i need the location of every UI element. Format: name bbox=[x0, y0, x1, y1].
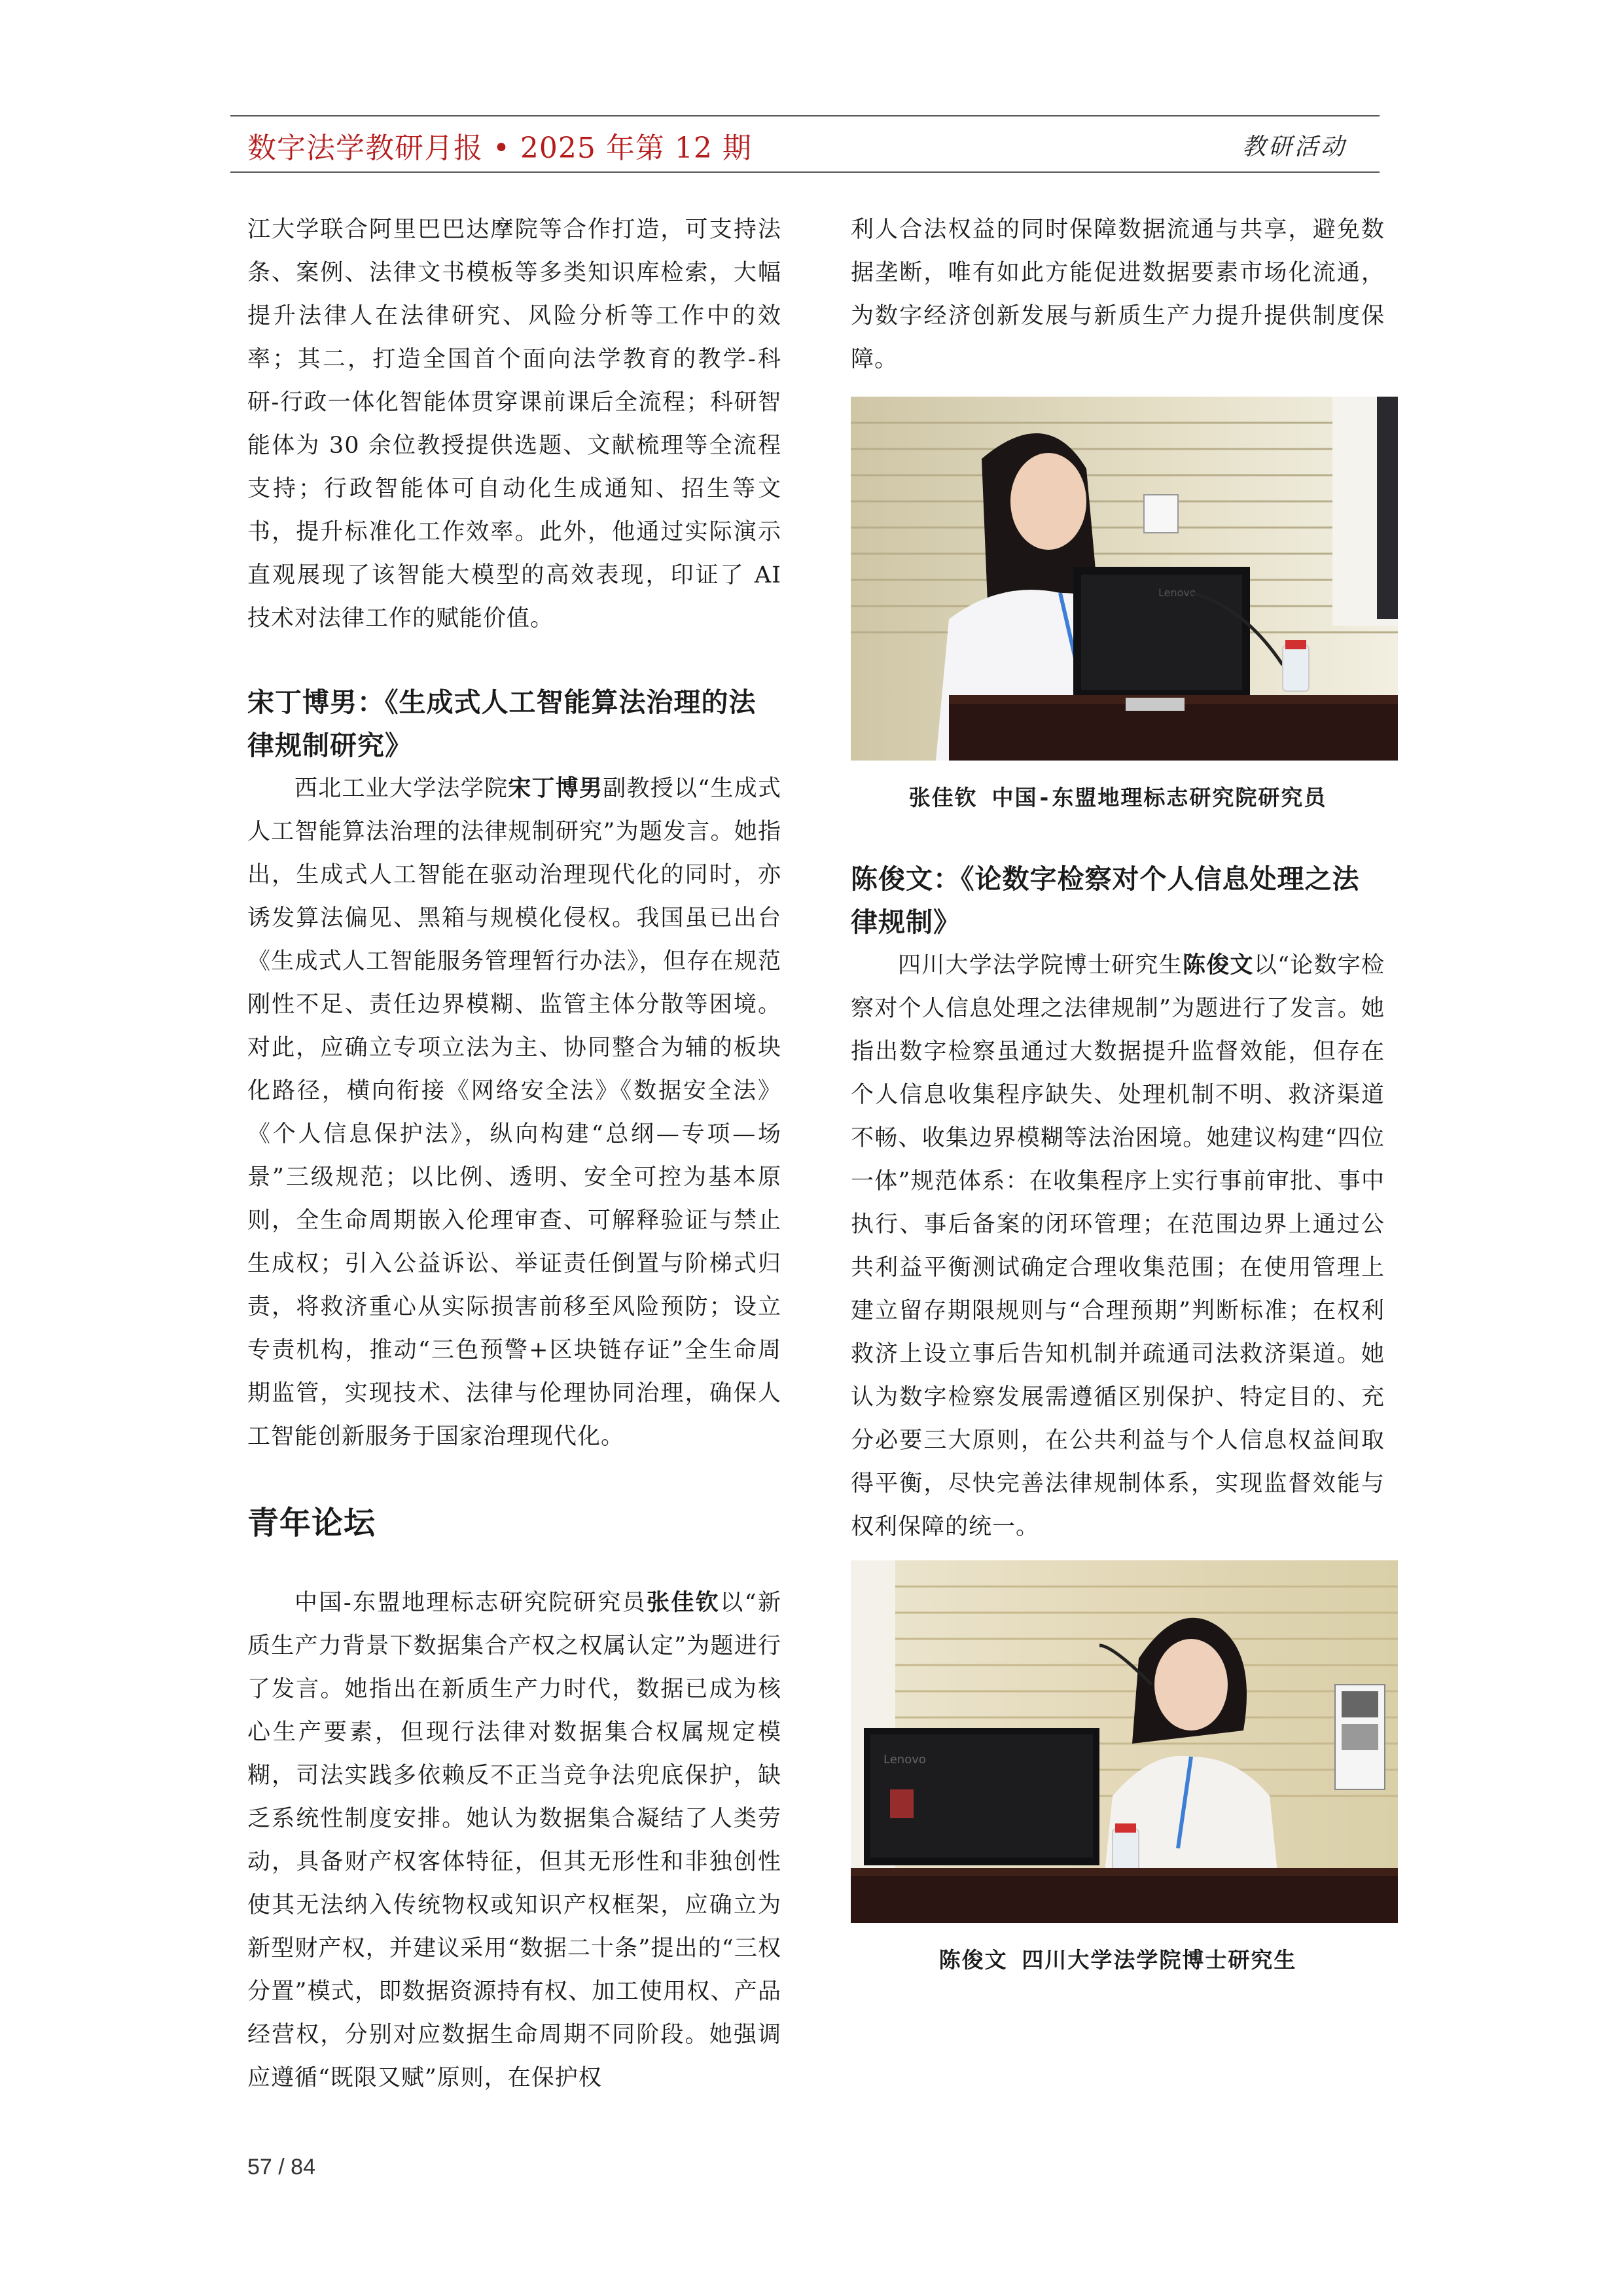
chen-body-rest: 以“论数字检察对个人信息处理之法律规制”为题进行了发言。她指出数字检察虽通过大数据提升监督效能，但存在个人信息收集程序缺失、处理机制不明、救济渠道不畅、收集边界模糊等法治困境。她建议构建“四位一体”规范体系：在收集程序上实行事前审批、事中执行、事后备案的闭环管理；在范围边界上通过公共利益平衡测试确定合理收集范围；在使用管理上建立留存期限规则与“合理预期”判断标准；在权利救济上设立事后告知机制并疏通司法救济渠道。她认为数字检察发展需遵循区别保护、特定目的、充分必要三大原则，在公共利益与个人信息权益间取得平衡，尽快完善法律规制体系，实现监督效能与权利保障的统一。 bbox=[851, 952, 1385, 1540]
photo-zhang-jiaqin bbox=[851, 397, 1398, 761]
right-column bbox=[851, 208, 1385, 1982]
page-number: 57 / 84 bbox=[247, 2155, 315, 2179]
photo2-caption: 陈俊文 四川大学法学院博士研究生 bbox=[938, 1947, 1297, 1973]
song-body-prefix: 西北工业大学法学院 bbox=[294, 776, 508, 802]
speaker-name-chen: 陈俊文 bbox=[1183, 952, 1254, 978]
intro-paragraph: 江大学联合阿里巴巴达摩院等合作打造，可支持法条、案例、法律文书模板等多类知识库检索，大幅提升法律人在法律研究、风险分析等工作中的效率；其二，打造全国首个面向法学教育的教学-科研-行政一体化智能体贯穿课前课后全流程；科研智能体为 30 余位教授提供选题、文献梳理等全流程支持；行政智能体可自动化生成通知、招生等文书，提升标准化工作效率。此外，他通过实际演示直观展现了该智能大模型的高效表现，印证了 AI 技术对法律工作的赋能价值。 bbox=[247, 217, 781, 632]
photo-chen-illustration bbox=[851, 1560, 1398, 1923]
speaker-name-song: 宋丁博男 bbox=[508, 775, 603, 802]
monitor-logo-text: Lenovo bbox=[883, 1753, 926, 1767]
song-body-rest: 副教授以“生成式人工智能算法治理的法律规制研究”为题发言。她指出，生成式人工智能在驱动治理现代化的同时，亦诱发算法偏见、黑箱与规模化侵权。我国虽已出台《生成式人工智能服务管理暂行办法》，但存在规范刚性不足、责任边界模糊、监管主体分散等困境。对此，应确立专项立法为主、协同整合为辅的板块化路径，横向衔接《网络安全法》《数据安全法》《个人信息保护法》，纵向构建“总纲—专项—场景”三级规范；以比例、透明、安全可控为基本原则，全生命周期嵌入伦理审查、可解释验证与禁止生成权；引入公益诉讼、举证责任倒置与阶梯式归责，将救济重心从实际损害前移至风险预防；设立专责机构，推动“三色预警+区块链存证”全生命周期监管，实现技术、法律与伦理协同治理，确保人工智能创新服务于国家治理现代化。 bbox=[247, 776, 781, 1450]
youth-forum-heading: 青年论坛 bbox=[247, 1505, 376, 1541]
zhang-paragraph-continued: 利人合法权益的同时保障数据流通与共享，避免数据垄断，唯有如此方能促进数据要素市场化流通，为数字经济创新发展与新质生产力提升提供制度保障。 bbox=[851, 217, 1385, 372]
header-top-rule bbox=[230, 115, 1380, 117]
chen-paragraph bbox=[851, 944, 1385, 1549]
left-column bbox=[247, 208, 781, 2100]
photo-zhang-illustration bbox=[851, 397, 1398, 761]
speaker-name-zhang: 张佳钦 bbox=[647, 1589, 721, 1616]
song-section-heading: 宋丁博男：《生成式人工智能算法治理的法律规制研究》 bbox=[247, 687, 757, 761]
zhang-body-prefix: 中国-东盟地理标志研究院研究员 bbox=[294, 1590, 647, 1616]
zhang-paragraph bbox=[247, 1581, 781, 2100]
chen-body-prefix: 四川大学法学院博士研究生 bbox=[898, 952, 1183, 978]
monitor-logo-text: Lenovo bbox=[1158, 586, 1196, 599]
section-label: 教研活动 bbox=[1241, 134, 1347, 160]
zhang-body-rest: 以“新质生产力背景下数据集合产权之权属认定”为题进行了发言。她指出在新质生产力时代，数据已成为核心生产要素，但现行法律对数据集合权属规定模糊，司法实践多依赖反不正当竞争法兜底保护，缺乏系统性制度安排。她认为数据集合凝结了人类劳动，具备财产权客体特征，但其无形性和非独创性使其无法纳入传统物权或知识产权框架，应确立为新型财产权，并建议采用“数据二十条”提出的“三权分置”模式，即数据资源持有权、加工使用权、产品经营权，分别对应数据生命周期不同阶段。她强调应遵循“既限又赋”原则，在保护权 bbox=[247, 1590, 781, 2091]
chen-section-heading: 陈俊文：《论数字检察对个人信息处理之法律规制》 bbox=[851, 863, 1360, 938]
header-bottom-rule bbox=[230, 171, 1380, 173]
photo-chen-junwen bbox=[851, 1560, 1398, 1923]
photo1-caption: 张佳钦 中国-东盟地理标志研究院研究员 bbox=[908, 785, 1327, 810]
song-paragraph bbox=[247, 767, 781, 1458]
journal-title: 数字法学教研月报 • 2025 年第 12 期 bbox=[247, 132, 752, 165]
